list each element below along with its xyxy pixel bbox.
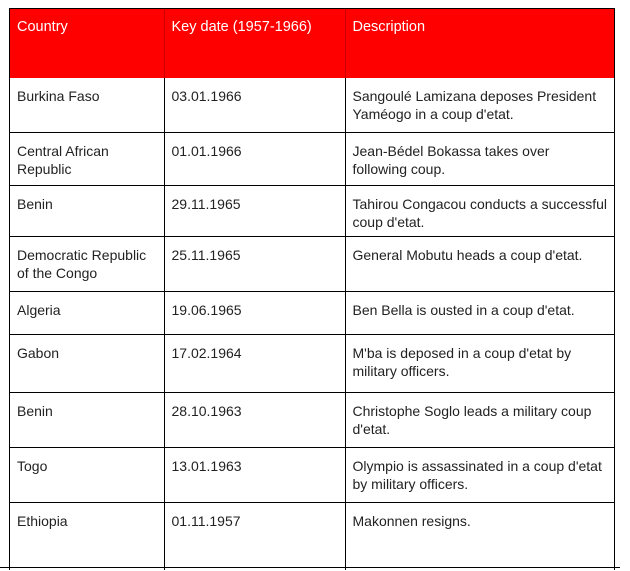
cell-country: Togo (10, 447, 164, 502)
table-row (10, 185, 614, 236)
table-row (10, 132, 614, 185)
table-row (10, 291, 614, 334)
cell-country: Algeria (10, 291, 164, 334)
cell-date: 29.11.1965 (164, 185, 345, 236)
header-description: Description (345, 9, 614, 78)
cell-country: Democratic Republic of the Congo (10, 236, 164, 291)
table-row (10, 236, 614, 291)
table-row (10, 392, 614, 447)
cell-country: Central African Republic (10, 132, 164, 185)
cell-date: 25.11.1965 (164, 236, 345, 291)
cell-country: Benin (10, 392, 164, 447)
table-header (10, 9, 614, 78)
cell-description: Ben Bella is ousted in a coup d'etat. (345, 291, 614, 334)
cell-date: 28.10.1963 (164, 392, 345, 447)
cell-description: Makonnen resigns. (352, 512, 471, 529)
header-row (10, 9, 614, 78)
coups-table (10, 9, 614, 570)
cell-date: 01.01.1966 (164, 132, 345, 185)
cell-description: Jean-Bédel Bokassa takes over following coup. (345, 132, 614, 185)
cell-description: M'ba is deposed in a coup d'etat by military officers. (345, 334, 614, 392)
cell-date: 17.02.1964 (164, 334, 345, 392)
cell-description: Christophe Soglo leads a military coup d'etat. (345, 392, 614, 447)
cell-description: Olympio is assassinated in a coup d'etat by military officers. (345, 447, 614, 502)
cell-country: Burkina Faso (10, 78, 164, 132)
table-row (10, 502, 614, 570)
cell-description: Sangoulé Lamizana deposes President Yaméogo in a coup d'etat. (345, 78, 614, 132)
cell-date: 03.01.1966 (164, 78, 345, 132)
bottom-divider (0, 567, 620, 568)
table-row (10, 447, 614, 502)
table-row (10, 78, 614, 132)
cell-date: 13.01.1963 (164, 447, 345, 502)
cell-description: General Mobutu heads a coup d'etat. (345, 236, 614, 291)
coups-table-frame (9, 8, 615, 570)
table-row (10, 334, 614, 392)
cell-date: 19.06.1965 (164, 291, 345, 334)
cell-country: Gabon (10, 334, 164, 392)
table-body (10, 78, 614, 570)
cell-description: Tahirou Congacou conducts a successful coup d'etat. (345, 185, 614, 236)
cell-country: Benin (10, 185, 164, 236)
cell-date: 01.11.1957 (164, 502, 345, 570)
header-key-date: Key date (1957-1966) (164, 9, 345, 78)
cell-country: Ethiopia (10, 502, 164, 570)
header-country: Country (10, 9, 164, 78)
